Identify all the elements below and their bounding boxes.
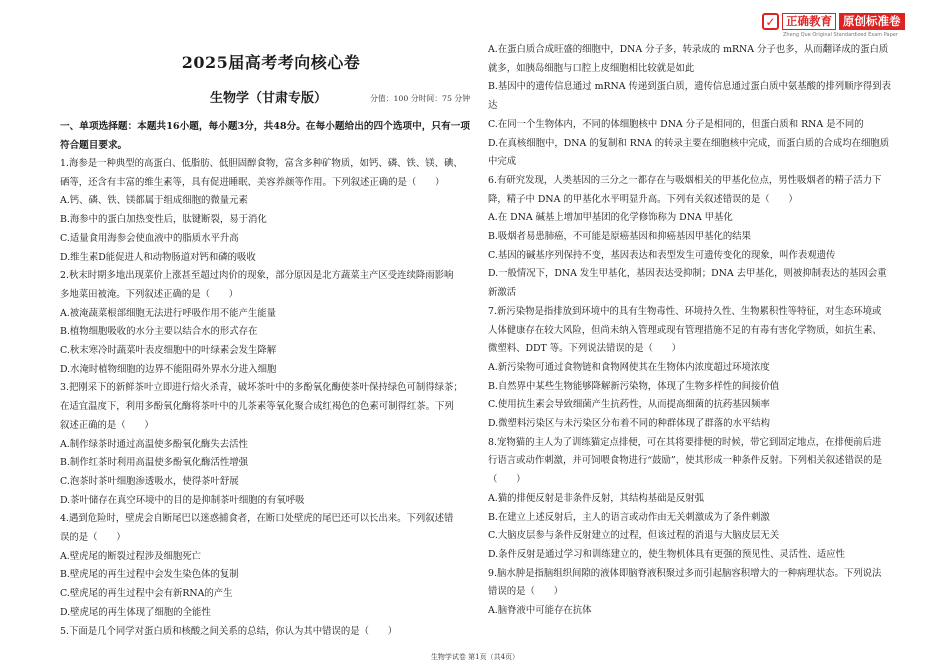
section-heading: 一、单项选择题：本题共16小题，每小题3分，共48分。在每小题给出的四个选项中，只有一项符合题目要求。 [60,121,470,151]
text-line: D.在真核细胞中，DNA 的复制和 RNA 的转录主要在细胞核中完成，而蛋白质的合成均在细胞质 [488,137,890,149]
text-line: 4.遇到危险时，壁虎会自断尾巴以迷惑捕食者，在断口处壁虎的尾巴还可以长出来。下列叙述错 [60,513,454,525]
publisher-logo [762,12,944,42]
text-line: D.一般情况下，DNA 发生甲基化，基因表达受抑制；DNA 去甲基化，则被抑制表达的基因会重 [488,268,887,280]
text-line: 误的是（ ） [60,532,126,544]
logo-brand: 正确教育 [782,13,836,30]
score-time: 分值：100 分时间：75 分钟 [370,94,470,103]
text-line: A.钙、磷、铁、镁都属于组成细胞的微量元素 [60,195,248,207]
text-line: B.基因中的遗传信息通过 mRNA 传递到蛋白质，遗传信息通过蛋白质中氨基酸的排列顺序得到表 [488,81,892,93]
text-line: A.在 DNA 碱基上增加甲基团的化学修饰称为 DNA 甲基化 [488,212,733,224]
text-line: 达 [488,100,498,112]
text-line: 6.有研究发现，人类基因的三分之一都存在与吸烟相关的甲基化位点，男性吸烟者的精子活力下 [488,174,882,186]
text-line: C.壁虎尾的再生过程中会有新RNA的产生 [60,588,233,600]
text-line: C.适量食用海参会使血液中的脂质水平升高 [60,232,239,244]
text-line: C.使用抗生素会导致细菌产生抗药性，从而提高细菌的抗药基因频率 [488,399,770,411]
text-line: D.条件反射是通过学习和训练建立的，使生物机体具有更强的预见性、灵活性、适应性 [488,548,846,560]
text-line: A.被淹蔬菜根部细胞无法进行呼吸作用不能产生能量 [60,307,277,319]
text-line: 微塑料、DDT 等。下列说法错误的是（ ） [488,343,682,355]
text-line: A.猫的排便反射是非条件反射，其结构基础是反射弧 [488,492,705,504]
text-line: D.微塑料污染区与未污染区分布着不同的种群体现了群落的水平结构 [488,418,771,430]
text-line: B.海参中的蛋白加热变性后，肽键断裂，易于消化 [60,214,267,226]
text-line: 错误的是（ ） [488,586,564,598]
text-line: C.在同一个生物体内，不同的体细胞核中 DNA 分子是相同的，但蛋白质和 RNA 是不同的 [488,118,864,130]
left-question-text [60,155,470,641]
text-line: 9.脑水肿是指脑组织间隙的液体即脑脊液积聚过多而引起脑容积增大的一种病理状态。下列说法 [488,567,882,579]
text-line: 降，精子中 DNA 的甲基化水平明显升高。下列有关叙述错误的是（ ） [488,193,798,205]
text-line: 叙述正确的是（ ） [60,419,154,431]
page-footer: 生物学试卷 第1页（共4页） [430,653,520,661]
text-line: 7.新污染物是指排放到环境中的具有生物毒性、环境持久性、生物累积性等特征，对生态环境或 [488,305,882,317]
text-line: B.吸烟者易患肺癌，不可能是原癌基因和抑癌基因甲基化的结果 [488,231,751,243]
right-column [488,41,900,621]
text-line: 新激活 [488,287,517,299]
text-line: 5.下面是几个同学对蛋白质和核酸之间关系的总结，你认为其中错误的是（ ） [60,625,398,637]
text-line: （ ） [488,474,526,486]
text-line: D.茶叶储存在真空环境中的目的是抑制茶叶细胞的有氧呼吸 [60,494,305,506]
text-line: 人体健康存在较大风险，但尚未纳入管理或现有管理措施不足的有毒有害化学物质，如抗生素、 [488,324,882,336]
checkmark-icon: ✓ [762,13,779,30]
text-line: A.壁虎尾的断裂过程涉及细胞死亡 [60,550,202,562]
text-line: 1.海参是一种典型的高蛋白、低脂肪、低胆固醇食物，富含多种矿物质，如钙、磷、铁、镁、碘、 [60,158,463,169]
text-line: A.制作绿茶时通过高温使多酚氧化酶失去活性 [60,438,248,450]
text-line: B.植物细胞吸收的水分主要以结合水的形式存在 [60,326,258,338]
text-line: B.自然界中某些生物能够降解新污染物，体现了生物多样性的间接价值 [488,380,780,392]
text-line: D.维生素D能促进人和动物肠道对钙和磷的吸收 [60,251,256,263]
text-line: 中完成 [488,156,517,168]
text-line: 硒等，还含有丰富的维生素等，具有促进睡眠、美容养颜等作用。下列叙述正确的是（ ） [60,176,445,188]
text-line: C.基因的碱基序列保持不变，基因表达和表型发生可遗传变化的现象，叫作表观遗传 [488,249,836,261]
right-question-text [488,41,900,621]
text-line: C.秋末寒冷时蔬菜叶表皮细胞中的叶绿素会发生降解 [60,345,277,357]
text-line: C.泡茶时茶叶细胞渗透吸水，使得茶叶舒展 [60,475,239,487]
text-line: 在适宜温度下，利用多酚氧化酶将茶叶中的儿茶素等氧化聚合成红褐色的色素可制得红茶。下列 [60,401,454,413]
exam-title: 2025届高考考向核心卷 [181,53,361,72]
text-line: 8.宠物猫的主人为了训练猫定点排便，可在其将要排便的时候，带它到固定地点，在排便前后进 [488,436,882,448]
logo-subtitle: Zheng Que Original Standardized Exam Paper [783,32,898,38]
text-line: A.脑脊液中可能存在抗体 [488,605,592,617]
text-line: B.壁虎尾的再生过程中会发生染色体的复制 [60,569,239,581]
text-line: 2.秋末时期多地出现菜价上涨甚至超过肉价的现象，部分原因是北方蔬菜主产区受连续降雨影响 [60,270,454,282]
text-line: C.大脑皮层参与条件反射建立的过程，但该过程的消退与大脑皮层无关 [488,530,780,542]
text-line: B.制作红茶时利用高温使多酚氧化酶活性增强 [60,457,248,469]
text-line: A.新污染物可通过食物链和食物网使其在生物体内浓度超过环境浓度 [488,361,770,373]
text-line: 3.把刚采下的新鲜茶叶立即进行焙火杀青，破坏茶叶中的多酚氧化酶使茶叶保持绿色可制得绿茶； [60,382,463,394]
text-line: D.壁虎尾的再生体现了细胞的全能性 [60,606,211,618]
logo-tag: 原创标准卷 [839,13,905,30]
text-line: D.水淹时植物细胞的边界不能阻碍外界水分进入细胞 [60,363,277,375]
text-line: 行语言或动作刺激，并可饲喂食物进行“鼓励”，使其形成一种条件反射。下列相关叙述错误的是 [488,455,882,467]
subject-row [60,89,470,111]
text-line: 就多，如胰岛细胞与口腔上皮细胞相比较就是如此 [488,62,695,74]
text-line: A.在蛋白质合成旺盛的细胞中，DNA 分子多，转录成的 mRNA 分子也多，从而翻译成的蛋白质 [488,44,889,55]
subject-title: 生物学（甘肃专版） [210,91,328,106]
text-line: 多地菜田被淹。下列叙述正确的是（ ） [60,288,239,300]
text-line: B.在建立上述反射后，主人的语言或动作由无关刺激成为了条件刺激 [488,511,770,523]
left-column [60,40,470,641]
